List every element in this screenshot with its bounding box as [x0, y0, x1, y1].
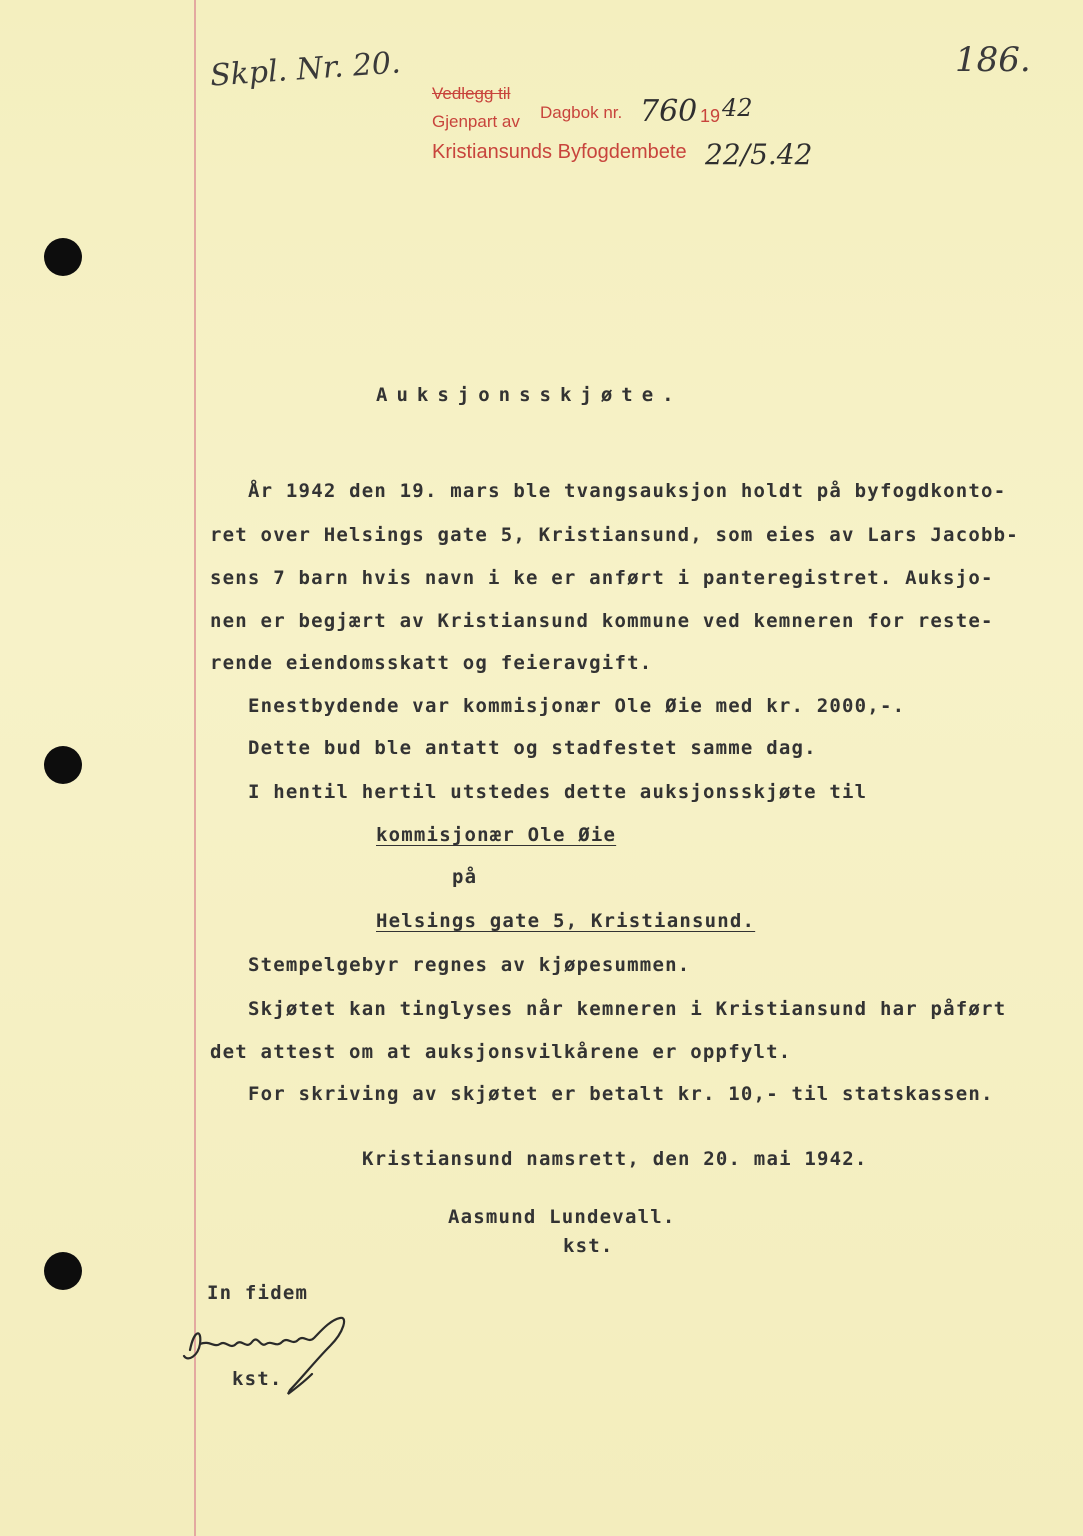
- issue-line: I hentil hertil utstedes dette auksjonsskjøte til: [248, 781, 868, 803]
- para1-line4: nen er begjært av Kristiansund kommune ved kemneren for reste-: [210, 610, 994, 632]
- para1-line3: sens 7 barn hvis navn i ke er anført i panteregistret. Auksjo-: [210, 567, 994, 589]
- stamp-office: Kristiansunds Byfogdembete: [432, 141, 687, 163]
- stamp-copy-text: Gjenpart av: [432, 112, 520, 131]
- punch-hole-bottom: [44, 1252, 82, 1290]
- year-suffix: 42: [722, 94, 753, 122]
- fee-line: For skriving av skjøtet er betalt kr. 10,- til statskassen.: [248, 1083, 994, 1105]
- tinglyses-line1: Skjøtet kan tinglyses når kemneren i Kristiansund har påført: [248, 998, 1007, 1020]
- handwritten-reference: Skpl. Nr. 20.: [209, 45, 402, 94]
- para1-line5: rende eiendomsskatt og feieravgift.: [210, 652, 653, 674]
- stamp-year-prefix: 19: [700, 106, 721, 126]
- punch-hole-top: [44, 238, 82, 276]
- recipient: kommisjonær Ole Øie: [376, 824, 617, 846]
- bidder-line: Enestbydende var kommisjonær Ole Øie med kr. 2000,-.: [248, 695, 906, 717]
- in-fidem: In fidem: [207, 1282, 309, 1304]
- signer-name: Aasmund Lundevall.: [448, 1206, 676, 1228]
- punch-hole-middle: [44, 746, 82, 784]
- place-date: Kristiansund namsrett, den 20. mai 1942.: [362, 1148, 868, 1170]
- para1-line1: År 1942 den 19. mars ble tvangsauksjon holdt på byfogdkonto-: [248, 480, 1007, 502]
- dagbok-number: 760: [640, 94, 698, 129]
- para1-line2: ret over Helsings gate 5, Kristiansund, som eies av Lars Jacobb-: [210, 524, 1019, 546]
- stamp-struck-text: Vedlegg til: [432, 84, 511, 103]
- signer-title: kst.: [563, 1235, 614, 1257]
- preposition-on: på: [452, 866, 478, 888]
- page-number: 186.: [955, 40, 1031, 80]
- document-title: Auksjonsskjøte.: [376, 384, 683, 406]
- margin-line: [194, 0, 196, 1536]
- stamp-dagbok-label: Dagbok nr.: [540, 103, 623, 122]
- accepted-line: Dette bud ble antatt og stadfestet samme dag.: [248, 737, 817, 759]
- tinglyses-line2: det attest om at auksjonsvilkårene er oppfylt.: [210, 1041, 792, 1063]
- stamp-date: 22/5.42: [705, 138, 813, 171]
- property-address: Helsings gate 5, Kristiansund.: [376, 910, 756, 932]
- signature-title: kst.: [232, 1368, 283, 1390]
- stamp-fee-line: Stempelgebyr regnes av kjøpesummen.: [248, 954, 691, 976]
